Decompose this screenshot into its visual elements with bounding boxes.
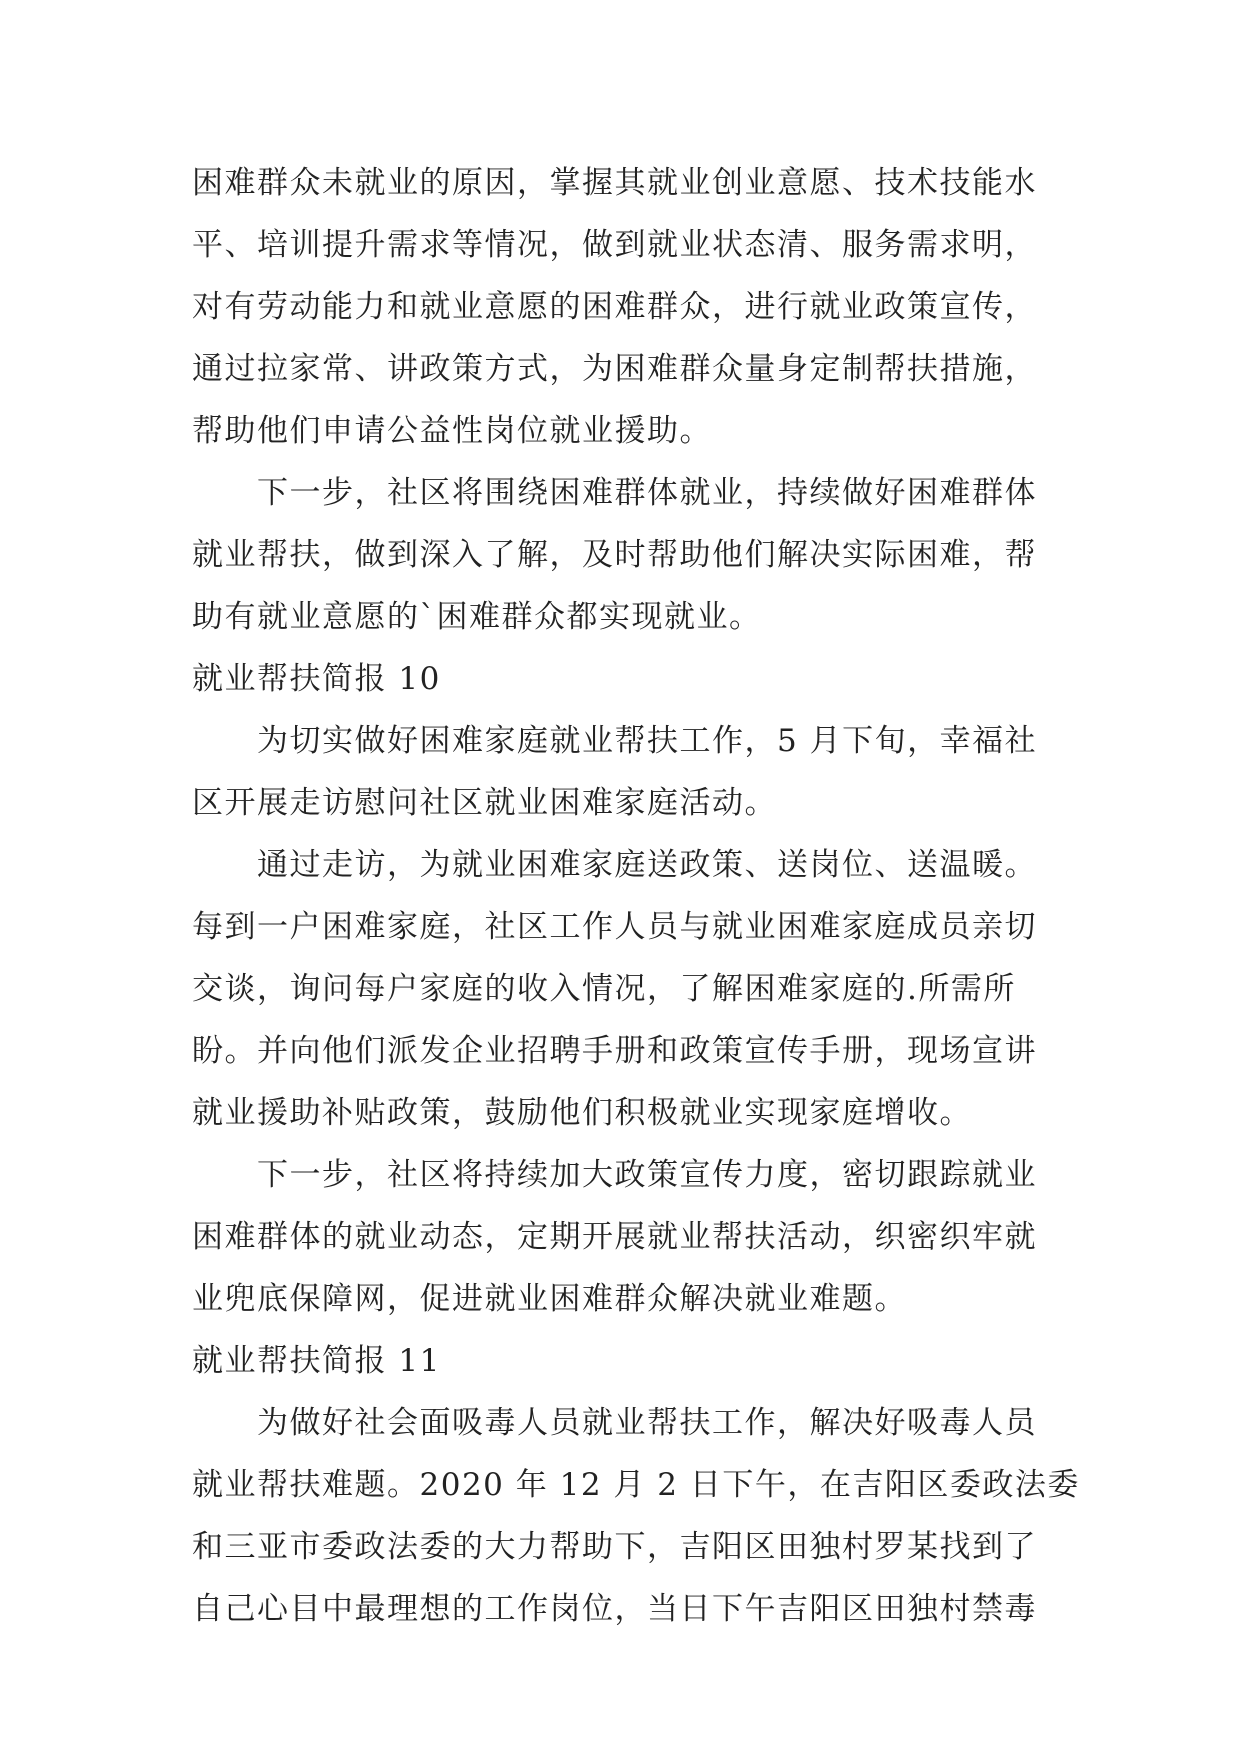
text-line: 就业援助补贴政策，鼓励他们积极就业实现家庭增收。 [192, 1095, 972, 1131]
section-heading: 就业帮扶简报 11 [192, 1343, 441, 1379]
text-line: 交谈，询问每户家庭的收入情况，了解困难家庭的.所需所 [192, 971, 1016, 1007]
text-line: 业兜底保障网，促进就业困难群众解决就业难题。 [192, 1281, 907, 1317]
text-line: 通过拉家常、讲政策方式，为困难群众量身定制帮扶措施， [192, 351, 1037, 387]
paragraph-start-line: 为做好社会面吸毒人员就业帮扶工作，解决好吸毒人员 [257, 1405, 1037, 1441]
text-line: 平、培训提升需求等情况，做到就业状态清、服务需求明， [192, 227, 1037, 263]
text-line: 对有劳动能力和就业意愿的困难群众，进行就业政策宣传， [192, 289, 1037, 325]
text-line: 困难群众未就业的原因，掌握其就业创业意愿、技术技能水 [192, 165, 1037, 201]
text-line: 区开展走访慰问社区就业困难家庭活动。 [192, 785, 777, 821]
text-line: 和三亚市委政法委的大力帮助下，吉阳区田独村罗某找到了 [192, 1529, 1037, 1565]
paragraph-start-line: 下一步，社区将持续加大政策宣传力度，密切跟踪就业 [257, 1157, 1037, 1193]
text-line: 盼。并向他们派发企业招聘手册和政策宣传手册，现场宣讲 [192, 1033, 1037, 1069]
paragraph-start-line: 通过走访，为就业困难家庭送政策、送岗位、送温暖。 [257, 847, 1037, 883]
text-line: 助有就业意愿的`困难群众都实现就业。 [192, 599, 762, 635]
text-line: 自己心目中最理想的工作岗位，当日下午吉阳区田独村禁毒 [192, 1591, 1037, 1627]
text-line: 就业帮扶难题。2020 年 12 月 2 日下午，在吉阳区委政法委 [192, 1467, 1080, 1503]
text-line: 困难群体的就业动态，定期开展就业帮扶活动，织密织牢就 [192, 1219, 1037, 1255]
section-heading: 就业帮扶简报 10 [192, 661, 441, 697]
text-line: 帮助他们申请公益性岗位就业援助。 [192, 413, 712, 449]
text-line: 就业帮扶，做到深入了解，及时帮助他们解决实际困难，帮 [192, 537, 1037, 573]
paragraph-start-line: 为切实做好困难家庭就业帮扶工作，5 月下旬，幸福社 [257, 723, 1038, 759]
paragraph-start-line: 下一步，社区将围绕困难群体就业，持续做好困难群体 [257, 475, 1037, 511]
text-line: 每到一户困难家庭，社区工作人员与就业困难家庭成员亲切 [192, 909, 1037, 945]
